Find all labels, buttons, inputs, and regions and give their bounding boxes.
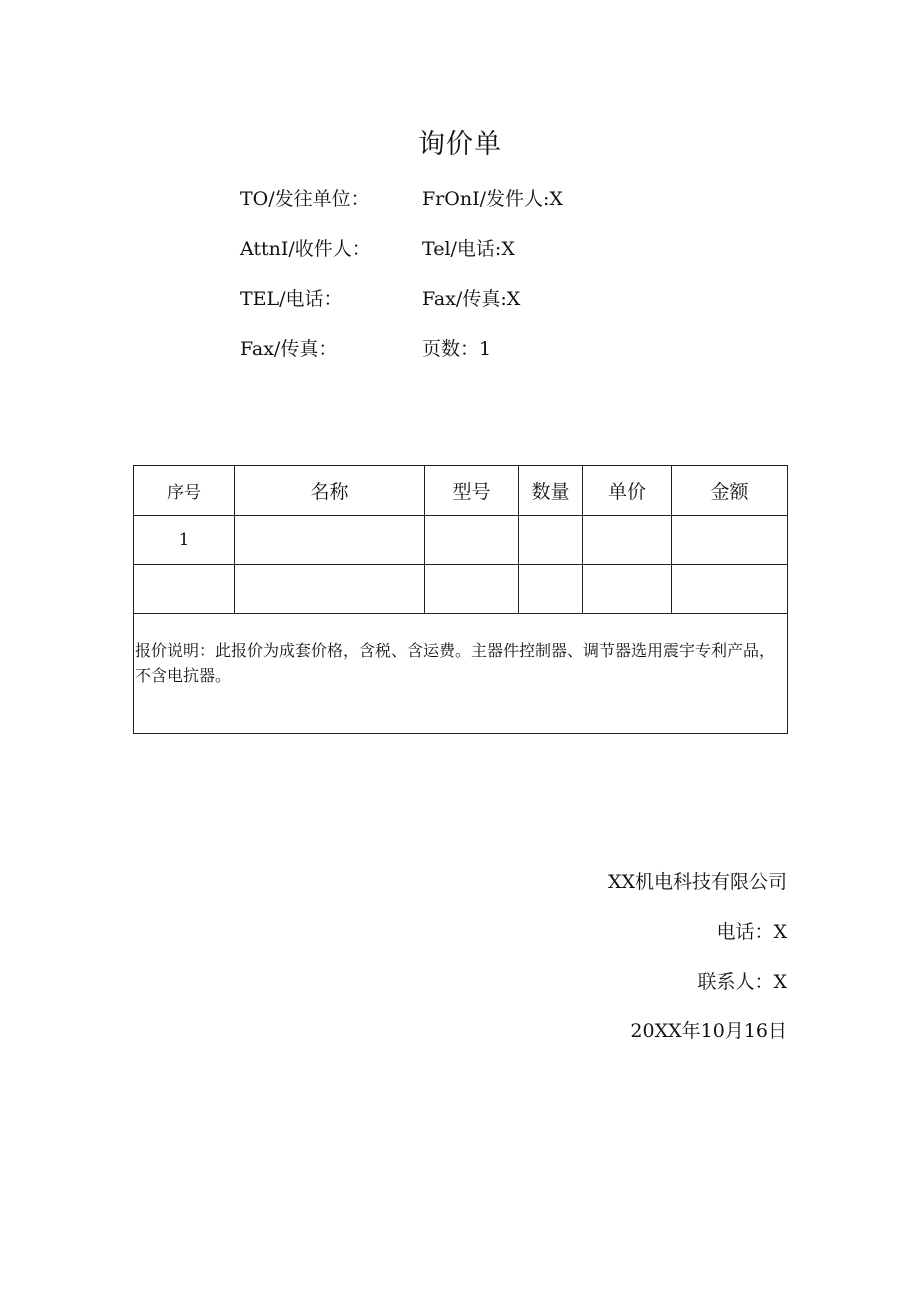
column-header-model: 型号 — [425, 466, 519, 516]
fax-field-label: Fax/传真： — [240, 338, 338, 360]
cell-quantity — [519, 565, 583, 614]
cell-unit-price — [583, 565, 672, 614]
contact-person: 联系人：X — [697, 971, 787, 993]
sender-fax-field: Fax/传真:X — [422, 288, 521, 310]
attn-field-label: AttnI/收件人： — [240, 238, 371, 260]
cell-unit-price — [583, 516, 672, 565]
cell-model — [425, 565, 519, 614]
column-header-name: 名称 — [235, 466, 425, 516]
cell-amount — [672, 516, 788, 565]
document-date: 20XX年10月16日 — [630, 1020, 787, 1042]
cell-amount — [672, 565, 788, 614]
company-phone: 电话：X — [716, 921, 787, 943]
table-row — [134, 516, 788, 565]
column-header-unit-price: 单价 — [583, 466, 672, 516]
from-field: FrOnI/发件人:X — [422, 188, 563, 210]
company-name: XX机电科技有限公司 — [607, 871, 787, 893]
table-note-row — [134, 614, 788, 734]
column-header-amount: 金额 — [672, 466, 788, 516]
page-count-field: 页数：1 — [422, 338, 492, 360]
to-field-label: TO/发往单位： — [240, 188, 370, 210]
cell-model — [425, 516, 519, 565]
cell-index: 1 — [134, 516, 235, 565]
cell-name — [235, 565, 425, 614]
sender-tel-field: Tel/电话:X — [422, 238, 515, 260]
tel-field-label: TEL/电话： — [240, 288, 343, 310]
cell-quantity — [519, 516, 583, 565]
column-header-index: 序号 — [134, 466, 235, 516]
inquiry-items-table — [133, 465, 788, 734]
table-header-row — [134, 466, 788, 516]
quotation-note: 报价说明：此报价为成套价格，含税、含运费。主器件控制器、调节器选用震宇专利产品，不含电抗器。 — [134, 614, 788, 734]
table-row — [134, 565, 788, 614]
document-title: 询价单 — [418, 129, 502, 160]
column-header-quantity: 数量 — [519, 466, 583, 516]
cell-index — [134, 565, 235, 614]
cell-name — [235, 516, 425, 565]
